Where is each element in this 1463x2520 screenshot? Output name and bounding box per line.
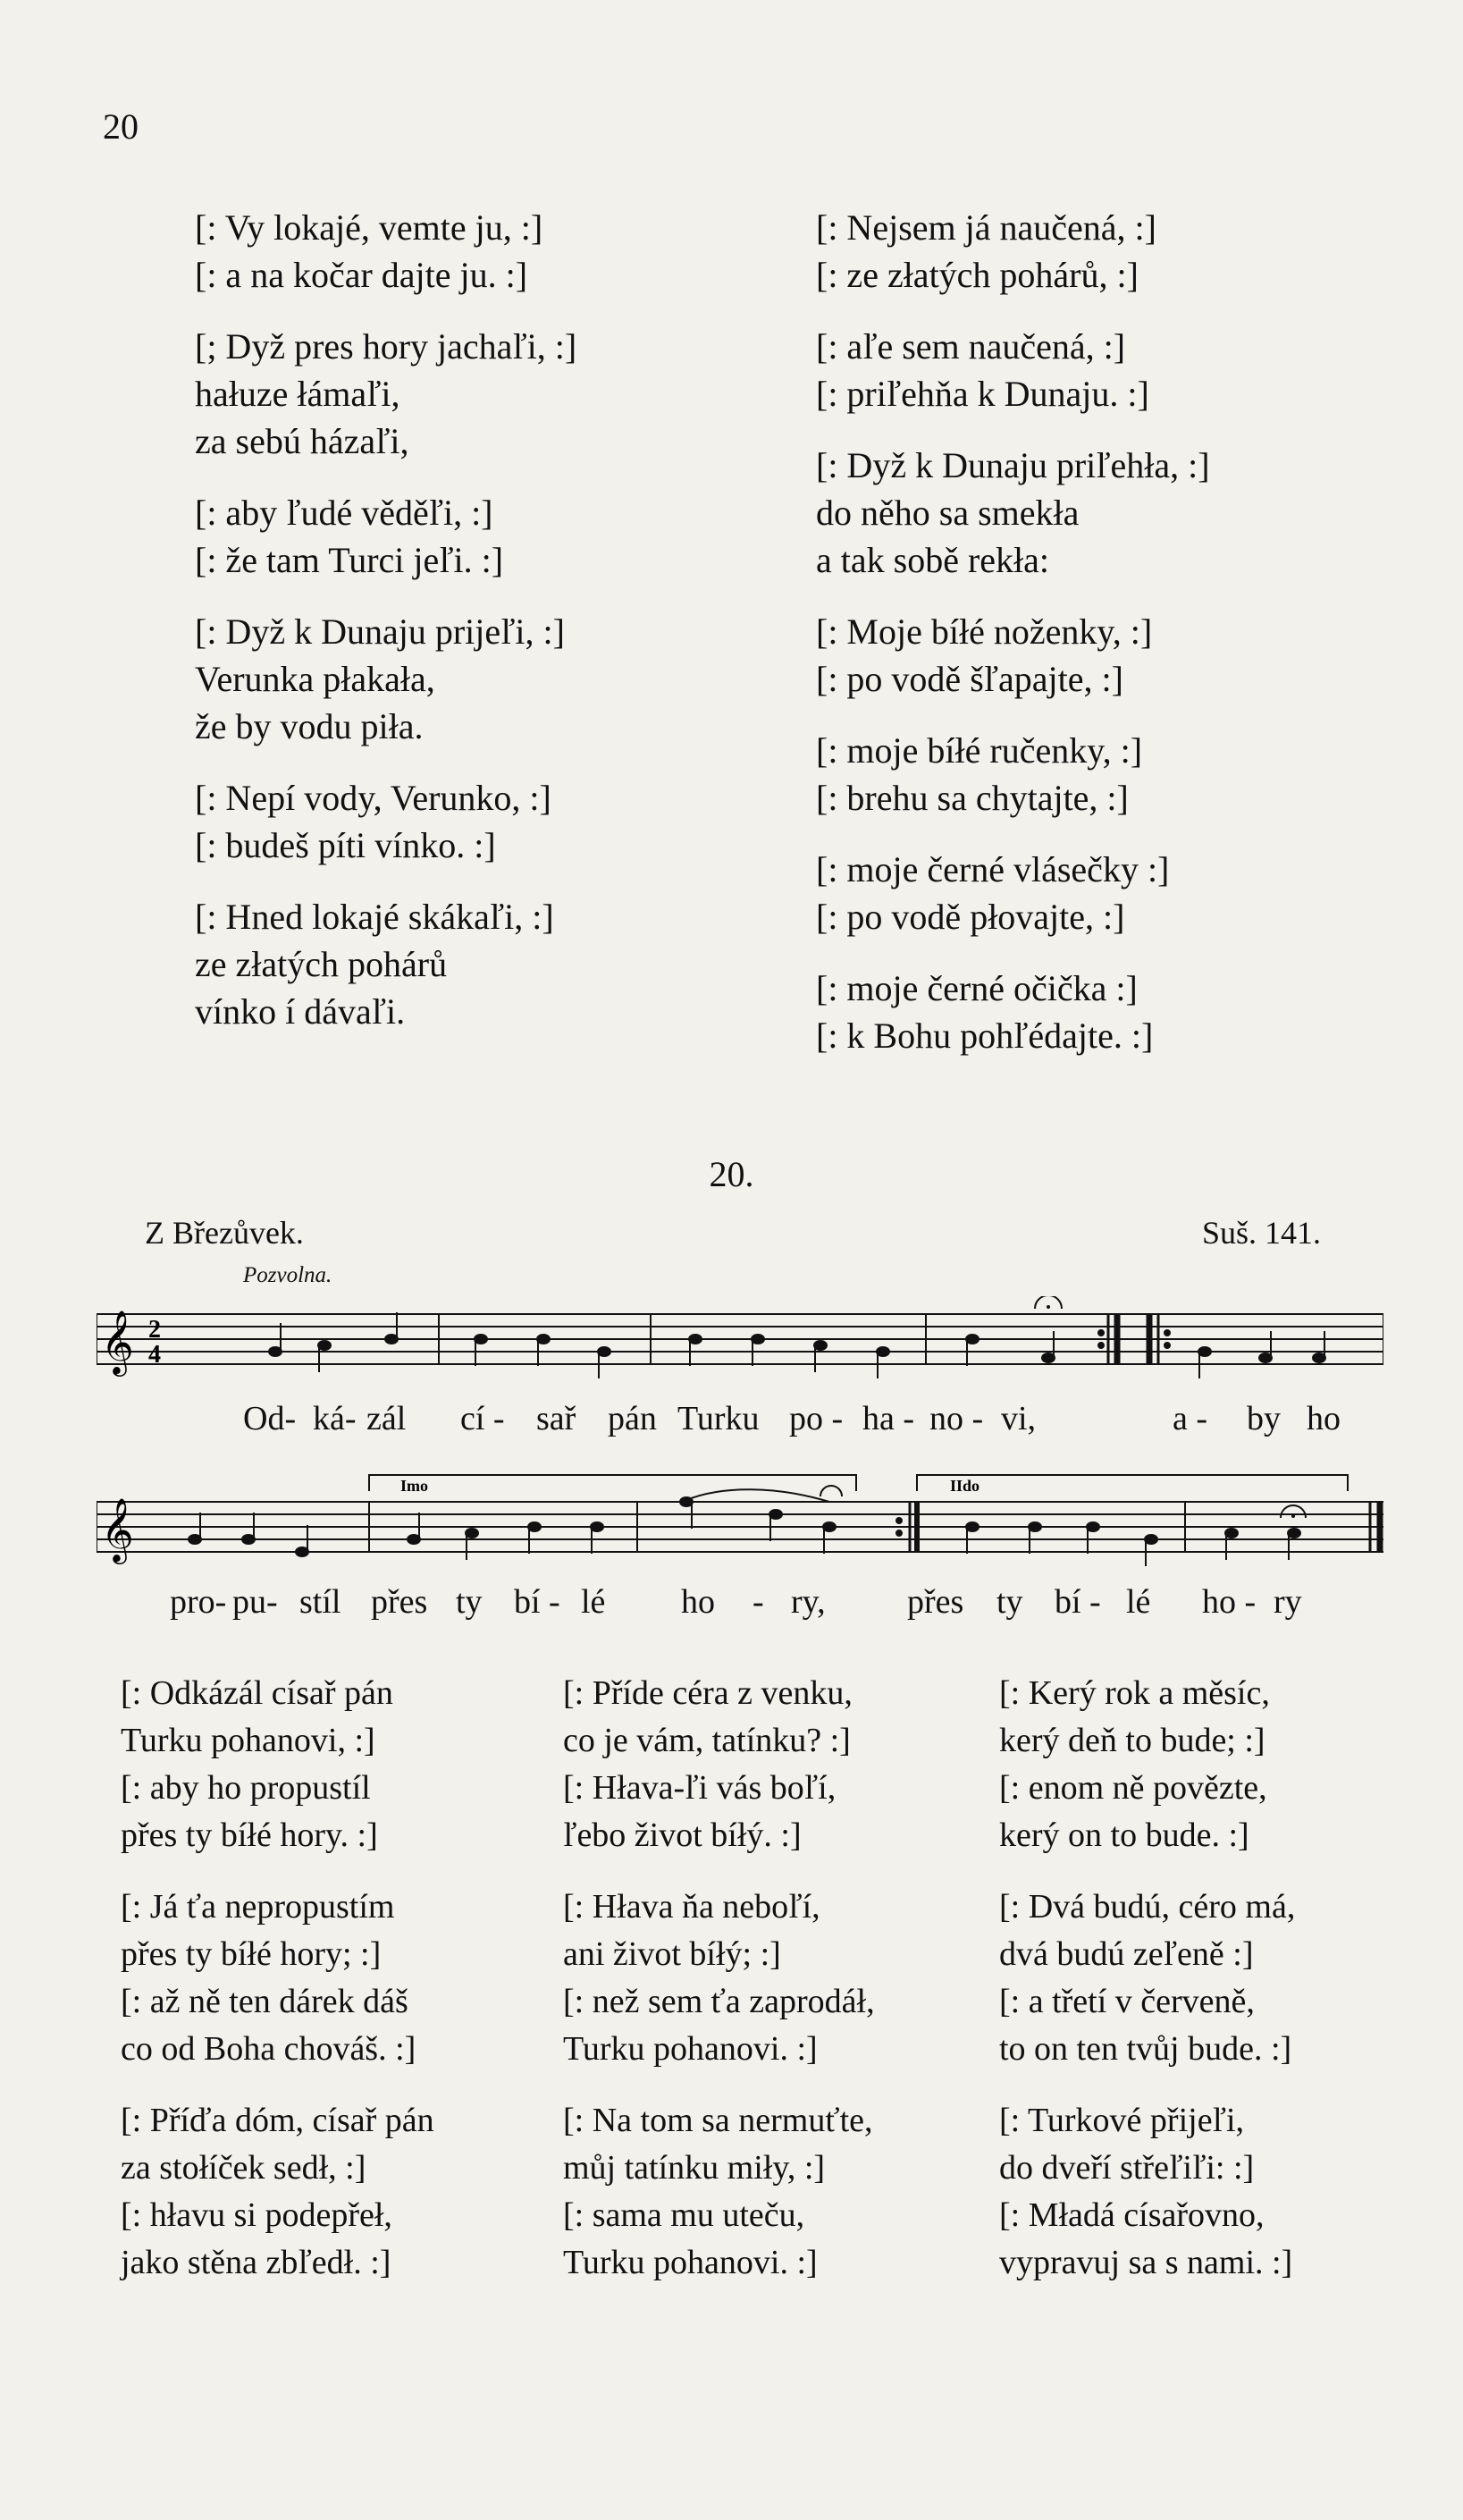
lyric-syllable: by <box>1247 1400 1281 1437</box>
verse-line: [: že tam Turci jeľi. :] <box>195 540 504 580</box>
stanza <box>816 965 1210 1059</box>
verse-line: [: moje černé očička :] <box>816 968 1138 1008</box>
lyric-syllable: no - <box>929 1400 984 1437</box>
verse-line: [; Dyž pres hory jachaľi, :] <box>195 326 577 367</box>
lyric-syllable: lé <box>581 1583 606 1621</box>
verse-line: [: sama mu uteču, <box>563 2196 805 2234</box>
stanza <box>816 323 1210 417</box>
verse-line: [: budeš píti vínko. :] <box>195 825 496 865</box>
verse-line: můj tatínku miły, :] <box>563 2149 826 2187</box>
verse-line: co od Boha chováš. :] <box>121 2030 416 2068</box>
stanza <box>195 489 576 584</box>
verse-line: za stołíček sedł, :] <box>121 2149 366 2187</box>
verse-line: [: Vy lokajé, vemte ju, :] <box>195 207 543 248</box>
music-staff-1 <box>97 1296 1383 1403</box>
lyric-syllable: přes <box>371 1583 428 1621</box>
verse-line: [: moje černé vlásečky :] <box>816 849 1170 889</box>
verse-line: jako stěna zbľedł. :] <box>121 2244 391 2281</box>
lyrics-row-1 <box>0 1399 1463 1444</box>
verse-line: [: hłavu si podepřeł, <box>121 2196 392 2234</box>
verse-line: [: Odkázál císař pán <box>121 1674 393 1712</box>
song-origin: Z Březůvek. <box>145 1215 304 1251</box>
verse-line: to on ten tvůj bude. :] <box>999 2030 1292 2068</box>
verse-line: kerý deň to bude; :] <box>999 1722 1265 1759</box>
lyric-syllable: stíl <box>299 1583 341 1621</box>
verse-line: [: priľehňa k Dunaju. :] <box>816 374 1149 414</box>
verse-line: kerý on to bude. :] <box>999 1816 1249 1854</box>
song-number: 20. <box>709 1154 754 1194</box>
verse-line: [: Hned lokajé skákaľi, :] <box>195 897 554 937</box>
volta-2-label: IIdo <box>950 1477 980 1495</box>
verse-line: Verunka płakała, <box>195 659 435 699</box>
treble-clef-icon: 𝄞 <box>101 1309 134 1374</box>
lyric-syllable: ho <box>681 1583 715 1621</box>
lyric-syllable: ho <box>1307 1400 1341 1437</box>
lyric-syllable: cí - <box>460 1400 505 1437</box>
stanza <box>195 323 576 465</box>
verse-line: [: moje bíłé ručenky, :] <box>816 730 1143 771</box>
lyric-syllable: Od- <box>243 1400 297 1437</box>
lyric-syllable: lé <box>1126 1583 1151 1621</box>
verse-line: ze złatých pohárů <box>195 944 448 984</box>
verse-line: [: enom ně povězte, <box>999 1769 1267 1807</box>
verse-line: [: až ně ten dárek dáš <box>121 1983 408 2020</box>
verse-line: [: Dyž k Dunaju prijeľi, :] <box>195 611 565 652</box>
tempo-marking: Pozvolna. <box>243 1263 332 1287</box>
stanza <box>816 846 1210 940</box>
lyric-syllable: ry, <box>791 1583 826 1621</box>
verse-line: [: Dvá budú, céro má, <box>999 1888 1296 1926</box>
verse-line: [: Nepí vody, Verunko, :] <box>195 778 551 818</box>
verse-line: přes ty bíłé hory. :] <box>121 1816 378 1854</box>
verse-line: [: Moje bíłé noženky, :] <box>816 611 1153 652</box>
stanza <box>195 608 576 750</box>
verse-line: [: po vodě płovajte, :] <box>816 897 1125 937</box>
lyric-syllable: zál <box>366 1400 407 1437</box>
stanza <box>121 1884 434 2073</box>
verse-line: do dveří střeľiľi: :] <box>999 2149 1255 2187</box>
verse-line: vypravuj sa s nami. :] <box>999 2244 1293 2281</box>
music-staff-2 <box>97 1466 1383 1582</box>
lyric-syllable: bí - <box>514 1583 560 1621</box>
verse-column-bottom-1 <box>121 1670 434 2311</box>
lyric-syllable: sař <box>536 1400 576 1437</box>
verse-column-top-right <box>816 204 1210 1083</box>
lyric-syllable: ty <box>456 1583 483 1621</box>
lyric-syllable: ká- <box>313 1400 357 1437</box>
verse-line: přes ty bíłé hory; :] <box>121 1935 382 1973</box>
verse-line: [: Hłava ňa neboľí, <box>563 1888 820 1926</box>
stanza <box>121 2097 434 2287</box>
verse-line: Turku pohanovi. :] <box>563 2244 818 2281</box>
lyric-syllable: vi, <box>1001 1400 1037 1437</box>
verse-column-bottom-3 <box>999 1670 1295 2311</box>
lyric-syllable: a - <box>1173 1400 1208 1437</box>
time-signature-bottom: 4 <box>148 1341 161 1369</box>
page-number: 20 <box>103 106 139 147</box>
verse-line: ani život bíłý; :] <box>563 1935 781 1973</box>
stanza <box>195 204 576 299</box>
verse-line: Turku pohanovi. :] <box>563 2030 818 2068</box>
lyric-syllable: pu- <box>232 1583 278 1621</box>
lyric-syllable: po - <box>789 1400 844 1437</box>
verse-line: [: a na kočar dajte ju. :] <box>195 255 528 295</box>
lyric-syllable: ha - <box>862 1400 915 1437</box>
verse-line: [: Hłava-ľi vás boľí, <box>563 1769 837 1807</box>
verse-column-bottom-2 <box>563 1670 875 2311</box>
verse-line: [: brehu sa chytajte, :] <box>816 778 1129 818</box>
stanza <box>816 727 1210 822</box>
stanza <box>121 1670 434 1859</box>
verse-line: za sebú házaľi, <box>195 421 409 461</box>
verse-line: [: po vodě šľapajte, :] <box>816 659 1123 699</box>
lyric-syllable: pán <box>608 1400 657 1437</box>
verse-line: vínko í dávaľi. <box>195 991 406 1032</box>
verse-line: a tak sobě rekła: <box>816 540 1049 580</box>
verse-line: [: ze złatých pohárů, :] <box>816 255 1139 295</box>
verse-line: [: a třetí v červeně, <box>999 1983 1255 2020</box>
lyric-syllable: ho - <box>1202 1583 1257 1621</box>
verse-line: [: Nejsem já naučená, :] <box>816 207 1156 248</box>
verse-line: [: aby ľudé věděľi, :] <box>195 493 493 533</box>
verse-line: [: aby ho propustíl <box>121 1769 371 1807</box>
verse-line: do něho sa smekła <box>816 493 1080 533</box>
stanza <box>999 1670 1295 1859</box>
verse-line: [: Dyž k Dunaju priľehła, :] <box>816 445 1210 485</box>
verse-line: [: Příďa dóm, císař pán <box>121 2102 434 2139</box>
stanza <box>816 608 1210 703</box>
lyric-syllable: Turku <box>677 1400 760 1437</box>
lyric-syllable: bí - <box>1055 1583 1101 1621</box>
stanza <box>816 204 1210 299</box>
verse-line: [: než sem ťa zaprodáł, <box>563 1983 875 2020</box>
stanza <box>195 774 576 869</box>
verse-line: [: Na tom sa nermuťte, <box>563 2102 873 2139</box>
verse-line: [: Kerý rok a měsíc, <box>999 1674 1270 1712</box>
time-signature-top: 2 <box>148 1316 161 1344</box>
stanza <box>563 1670 875 1859</box>
verse-line: dvá budú zeľeně :] <box>999 1935 1254 1973</box>
stanza <box>999 2097 1295 2287</box>
lyric-syllable: přes <box>907 1583 964 1621</box>
verse-line: co je vám, tatínku? :] <box>563 1722 851 1759</box>
song-reference: Suš. 141. <box>1202 1215 1322 1251</box>
volta-1-label: Imo <box>400 1477 428 1495</box>
stanza <box>816 442 1210 584</box>
verse-line: hałuze łámaľi, <box>195 374 400 414</box>
stanza <box>563 1884 875 2073</box>
stanza <box>195 893 576 1035</box>
lyric-syllable: ty <box>996 1583 1023 1621</box>
verse-line: že by vodu piła. <box>195 706 424 746</box>
lyric-syllable: pro- <box>170 1583 227 1621</box>
verse-line: [: aľe sem naučená, :] <box>816 326 1126 367</box>
stanza <box>563 2097 875 2287</box>
verse-line: [: Turkové přijeľi, <box>999 2102 1245 2139</box>
verse-line: ľebo život bíłý. :] <box>563 1816 802 1854</box>
lyric-syllable: - <box>753 1583 764 1621</box>
verse-line: [: Mładá císařovno, <box>999 2196 1265 2234</box>
stanza <box>999 1884 1295 2073</box>
lyric-syllable: ry <box>1274 1583 1302 1621</box>
verse-line: [: Já ťa nepropustím <box>121 1888 395 1926</box>
verse-line: Turku pohanovi, :] <box>121 1722 375 1759</box>
treble-clef-icon: 𝄞 <box>101 1496 134 1562</box>
verse-line: [: k Bohu pohľédajte. :] <box>816 1016 1154 1056</box>
verse-line: [: Příde céra z venku, <box>563 1674 853 1712</box>
verse-column-top-left <box>195 204 576 1059</box>
lyrics-row-2 <box>0 1582 1463 1627</box>
